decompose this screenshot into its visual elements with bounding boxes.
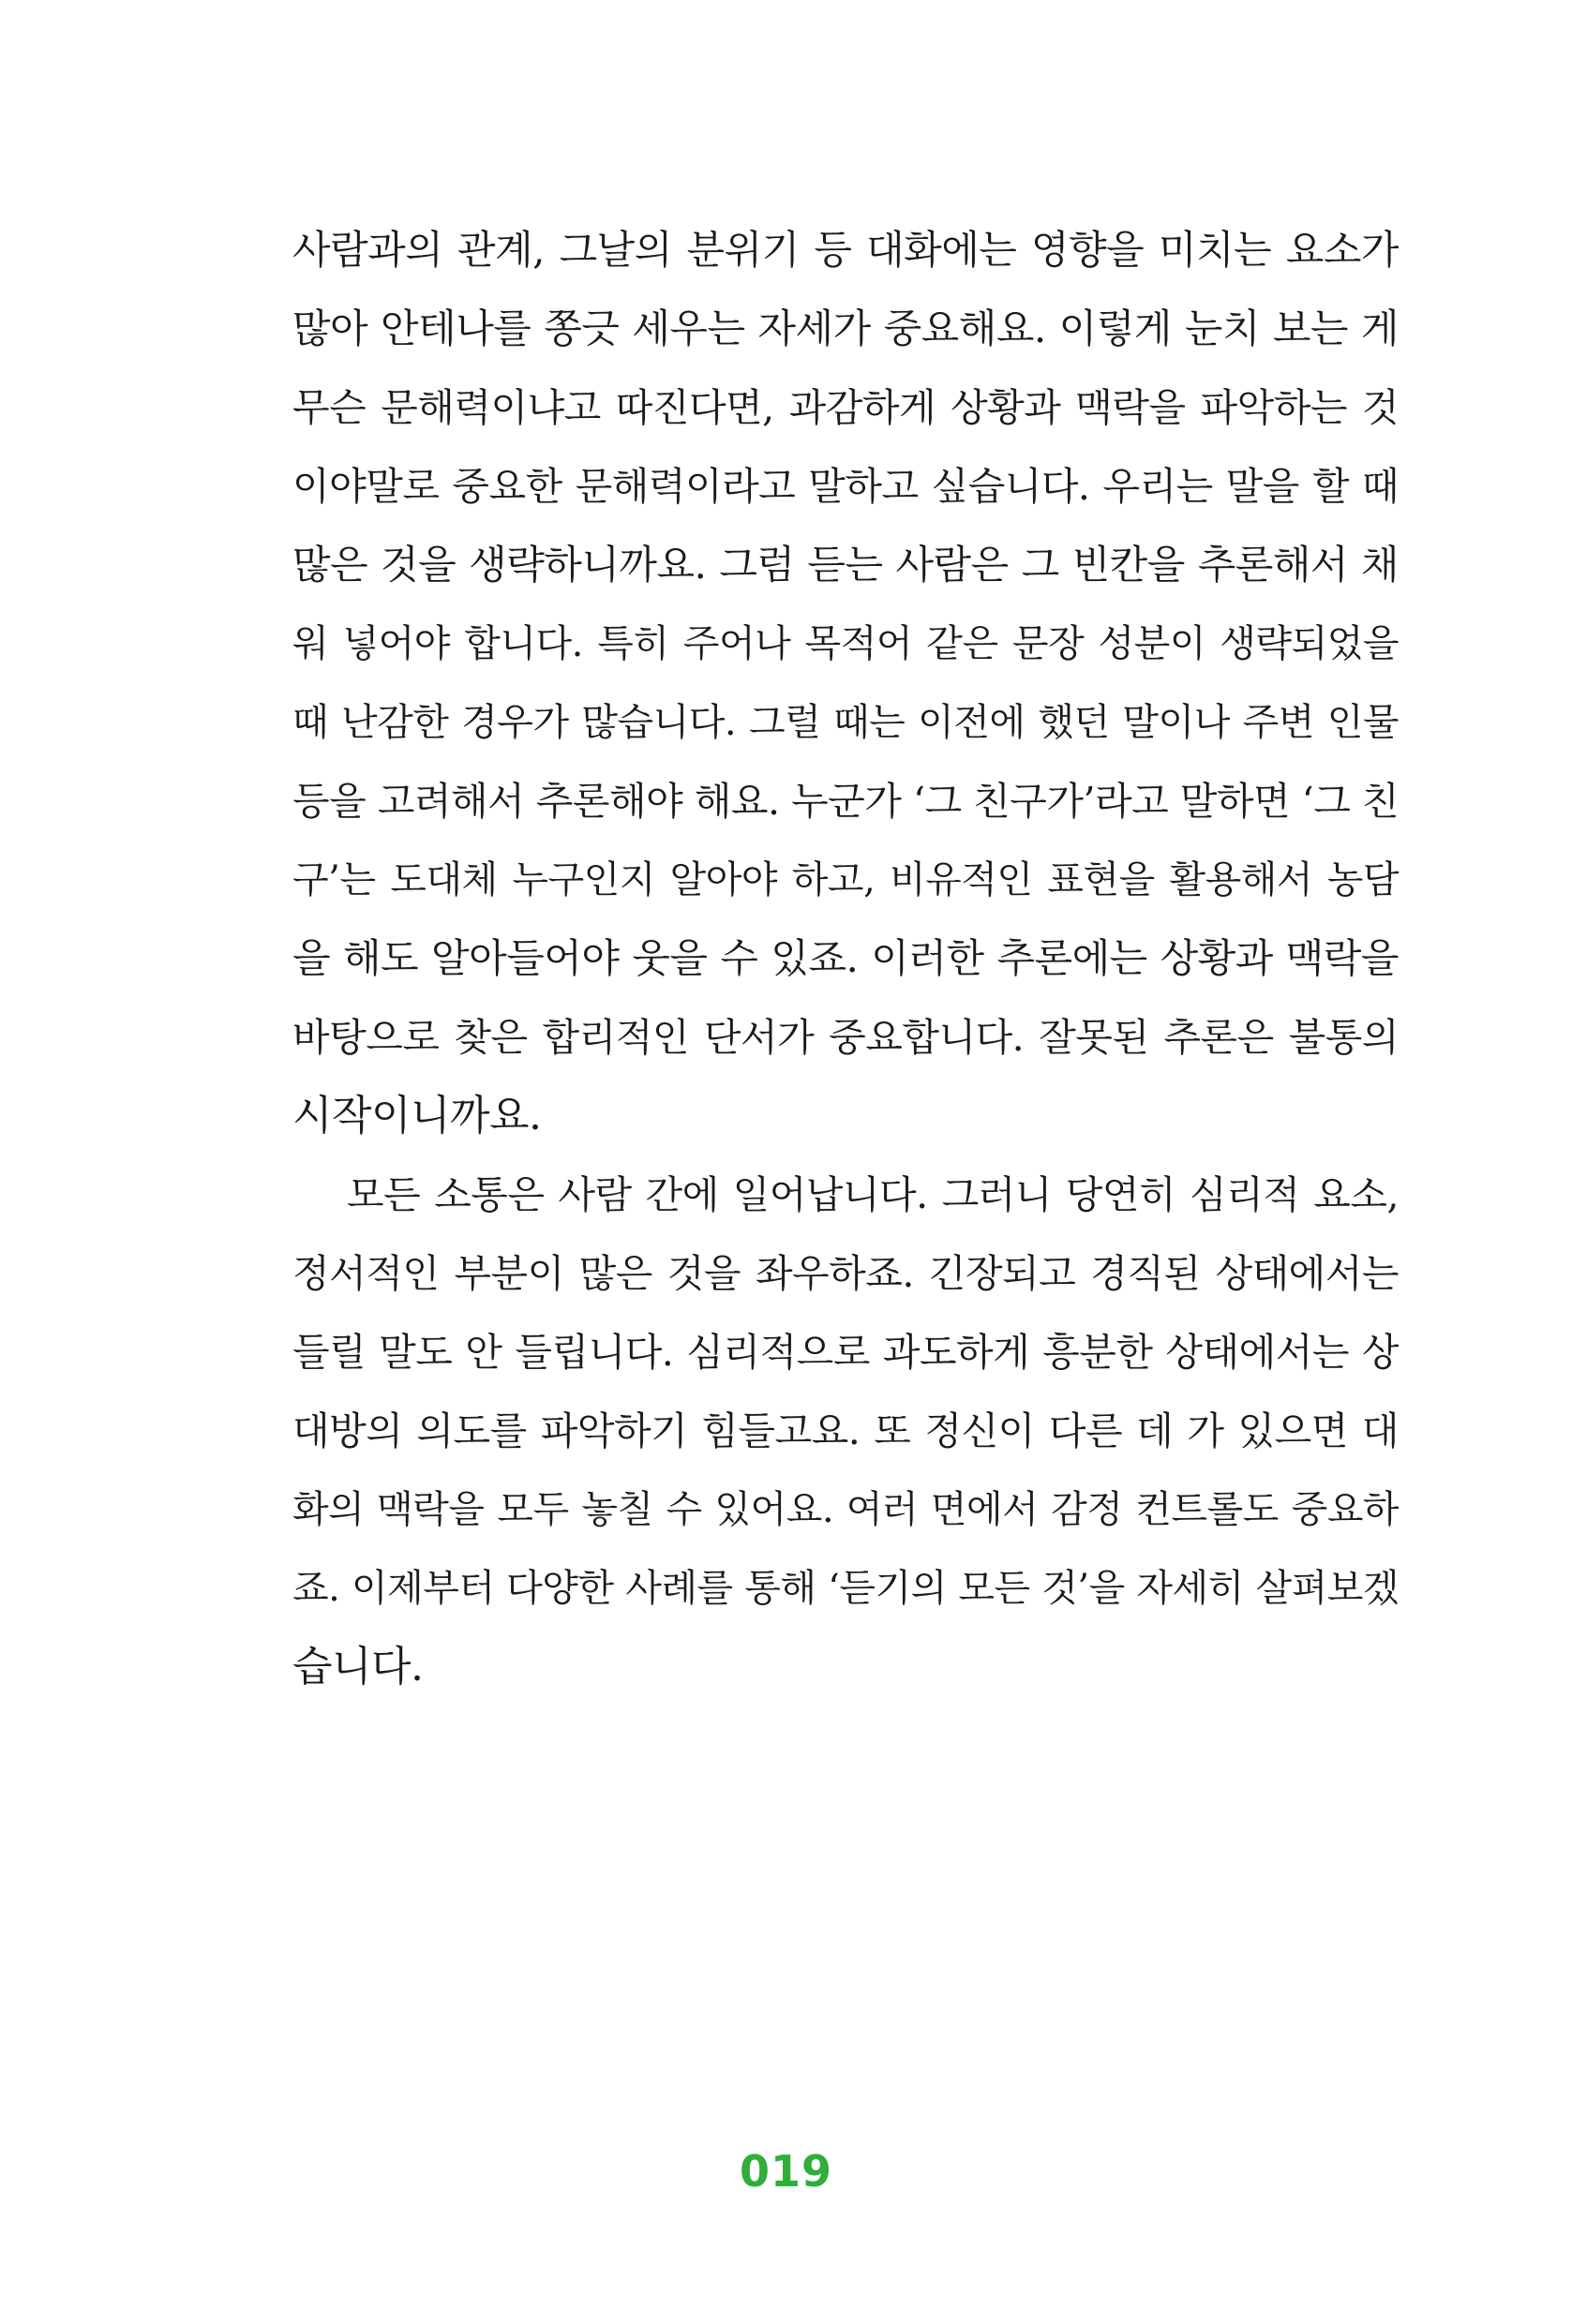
- text-line: 무슨 문해력이냐고 따진다면, 과감하게 상황과 맥락을 파악하는 것: [292, 385, 1399, 430]
- paragraph-1: [292, 211, 1399, 1155]
- text-line: 대방의 의도를 파악하기 힘들고요. 또 정신이 다른 데 가 있으면 대: [292, 1408, 1399, 1453]
- body-text: [292, 211, 1399, 1706]
- text-line: 들릴 말도 안 들립니다. 심리적으로 과도하게 흥분한 상태에서는 상: [292, 1330, 1399, 1375]
- text-line: 때 난감한 경우가 많습니다. 그럴 때는 이전에 했던 말이나 주변 인물: [292, 701, 1399, 744]
- text-line: 워 넣어야 합니다. 특히 주어나 목적어 같은 문장 성분이 생략되었을: [292, 622, 1399, 665]
- text-line: 모든 소통은 사람 간에 일어납니다. 그러니 당연히 심리적 요소,: [347, 1172, 1399, 1217]
- text-line: 바탕으로 찾은 합리적인 단서가 중요합니다. 잘못된 추론은 불통의: [292, 1015, 1399, 1060]
- text-line: 이야말로 중요한 문해력이라고 말하고 싶습니다. 우리는 말을 할 때: [292, 464, 1399, 509]
- text-line: 많은 것을 생략하니까요. 그럼 듣는 사람은 그 빈칸을 추론해서 채: [292, 542, 1399, 588]
- text-line: 화의 맥락을 모두 놓칠 수 있어요. 여러 면에서 감정 컨트롤도 중요하: [292, 1488, 1399, 1531]
- paragraph-2: [292, 1155, 1399, 1706]
- text-line: 정서적인 부분이 많은 것을 좌우하죠. 긴장되고 경직된 상태에서는: [292, 1251, 1399, 1296]
- text-line: 구’는 도대체 누구인지 알아야 하고, 비유적인 표현을 활용해서 농담: [292, 858, 1399, 901]
- text-line: 많아 안테나를 쫑긋 세우는 자세가 중요해요. 이렇게 눈치 보는 게: [292, 305, 1399, 351]
- text-line: 사람과의 관계, 그날의 분위기 등 대화에는 영향을 미치는 요소가: [292, 227, 1399, 273]
- text-line: 등을 고려해서 추론해야 해요. 누군가 ‘그 친구가’라고 말하면 ‘그 친: [292, 779, 1399, 824]
- text-line: 을 해도 알아들어야 웃을 수 있죠. 이러한 추론에는 상황과 맥락을: [292, 935, 1399, 981]
- page-number: 019: [739, 2146, 833, 2197]
- text-line: 습니다.: [292, 1643, 424, 1691]
- text-line: 시작이니까요.: [292, 1092, 542, 1140]
- text-line: 죠. 이제부터 다양한 사례를 통해 ‘듣기의 모든 것’을 자세히 살펴보겠: [292, 1567, 1399, 1610]
